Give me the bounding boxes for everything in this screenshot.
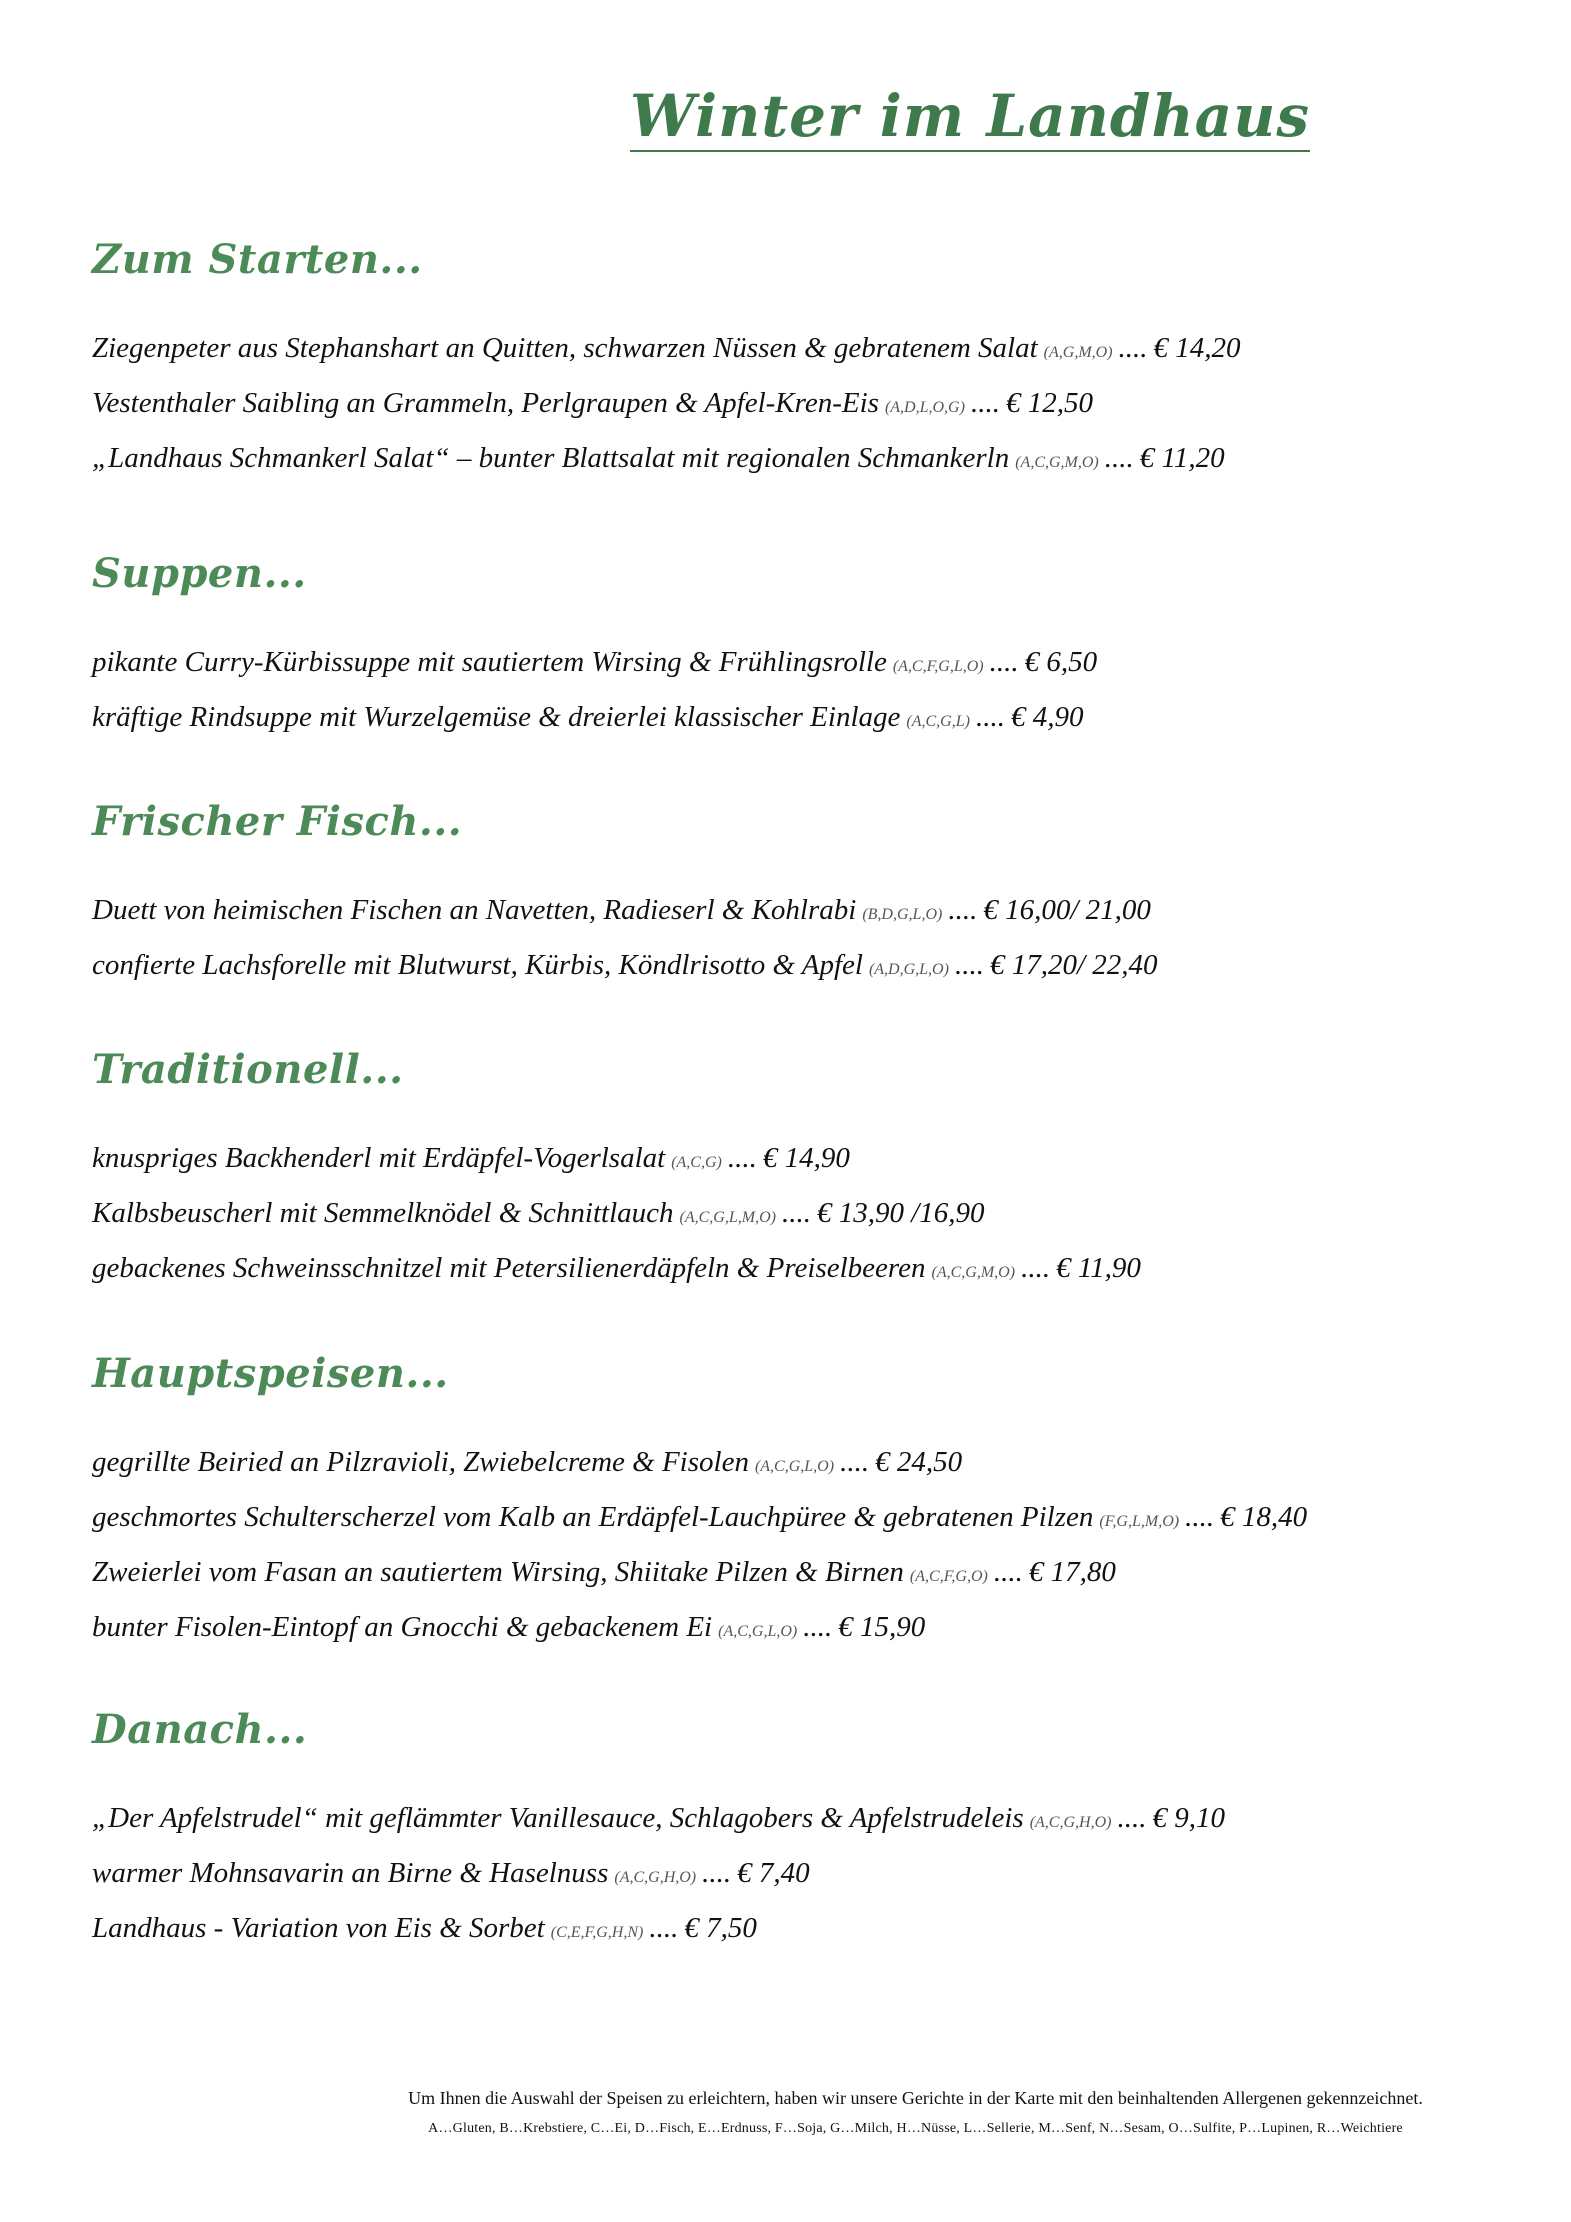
item-dots: .... xyxy=(975,701,1005,733)
item-name: geschmortes Schulterscherzel vom Kalb an Erdäpfel-Lauchpüree & gebratenen Pilzen xyxy=(92,1501,1094,1533)
item-name: Ziegenpeter aus Stephanshart an Quitten, schwarzen Nüssen & gebratenem Salat xyxy=(92,332,1038,364)
item-allergens: (B,D,G,L,O) xyxy=(862,906,943,923)
item-name: knuspriges Backhenderl mit Erdäpfel-Vogerlsalat xyxy=(92,1142,666,1174)
item-allergens: (A,C,F,G,O) xyxy=(909,1568,988,1585)
item-name: „Der Apfelstrudel“ mit geflämmter Vanillesauce, Schlagobers & Apfelstrudeleis xyxy=(92,1802,1024,1834)
item-allergens: (A,C,G) xyxy=(671,1154,722,1171)
menu-item xyxy=(92,1186,1532,1241)
item-price: € 11,90 xyxy=(1056,1252,1141,1284)
item-name: „Landhaus Schmankerl Salat“ – bunter Blattsalat mit regionalen Schmankerln xyxy=(92,442,1010,474)
item-dots: .... xyxy=(1185,1501,1215,1533)
menu-title: Winter im Landhaus xyxy=(630,82,1311,150)
item-price: € 4,90 xyxy=(1010,701,1084,733)
allergen-footer xyxy=(0,2088,1571,2137)
item-allergens: (A,D,G,L,O) xyxy=(868,961,949,978)
item-name: Vestenthaler Saibling an Grammeln, Perlgraupen & Apfel-Kren-Eis xyxy=(92,387,879,419)
menu-item xyxy=(92,1791,1532,1846)
item-dots: .... xyxy=(993,1556,1023,1588)
item-allergens: (A,C,F,G,L,O) xyxy=(892,658,984,675)
item-name: pikante Curry-Kürbissuppe mit sautiertem Wirsing & Frühlingsrolle xyxy=(92,646,887,678)
item-dots: .... xyxy=(948,894,978,926)
item-name: gegrillte Beiried an Pilzravioli, Zwiebelcreme & Fisolen xyxy=(92,1446,749,1478)
menu-item xyxy=(92,1901,1532,1956)
item-price: € 7,40 xyxy=(737,1857,810,1889)
section-heading: Traditionell... xyxy=(92,1046,404,1093)
item-name: Zweierlei vom Fasan an sautiertem Wirsing, Shiitake Pilzen & Birnen xyxy=(92,1556,904,1588)
item-price: € 6,50 xyxy=(1024,646,1098,678)
item-price: € 7,50 xyxy=(684,1912,757,1944)
item-allergens: (A,D,L,O,G) xyxy=(884,399,965,416)
item-dots: .... xyxy=(702,1857,732,1889)
menu-item xyxy=(92,1846,1532,1901)
menu-item xyxy=(92,883,1532,938)
item-price: € 9,10 xyxy=(1152,1802,1225,1834)
item-price: € 12,50 xyxy=(1005,387,1093,419)
section-heading: Danach... xyxy=(92,1706,308,1753)
item-dots: .... xyxy=(803,1611,833,1643)
menu-item xyxy=(92,1490,1532,1545)
item-dots: .... xyxy=(840,1446,870,1478)
section-desserts xyxy=(92,1706,1532,1956)
item-price: € 14,90 xyxy=(762,1142,850,1174)
item-name: Duett von heimischen Fischen an Navetten, Radieserl & Kohlrabi xyxy=(92,894,857,926)
item-dots: .... xyxy=(954,949,984,981)
section-soups xyxy=(92,550,1532,745)
section-traditional xyxy=(92,1046,1532,1296)
item-price: € 17,20/ 22,40 xyxy=(989,949,1158,981)
item-name: Kalbsbeuscherl mit Semmelknödel & Schnittlauch xyxy=(92,1197,674,1229)
item-allergens: (A,C,G,H,O) xyxy=(614,1869,697,1886)
item-allergens: (A,C,G,L,O) xyxy=(754,1458,835,1475)
item-allergens: (C,E,F,G,H,N) xyxy=(550,1924,644,1941)
section-heading: Zum Starten... xyxy=(92,236,423,283)
item-price: € 13,90 /16,90 xyxy=(816,1197,985,1229)
menu-item xyxy=(92,690,1532,745)
item-price: € 16,00/ 21,00 xyxy=(983,894,1151,926)
item-allergens: (A,C,G,M,O) xyxy=(1015,454,1099,471)
section-heading: Frischer Fisch... xyxy=(92,798,463,845)
allergen-legend: A…Gluten, B…Krebstiere, C…Ei, D…Fisch, E…Erdnuss, F…Soja, G…Milch, H…Nüsse, L…Sellerie, M…Senf, N…Sesam, O…Sulfite, P…Lupinen, R…Weichtiere xyxy=(428,2121,1403,2136)
menu-item xyxy=(92,1435,1532,1490)
item-name: kräftige Rindsuppe mit Wurzelgemüse & dreierlei klassischer Einlage xyxy=(92,701,901,733)
allergen-note: Um Ihnen die Auswahl der Speisen zu erleichtern, haben wir unsere Gerichte in der Karte mit den beinhaltenden Allergenen gekennzeichnet. xyxy=(408,2088,1423,2108)
item-allergens: (A,C,G,M,O) xyxy=(931,1264,1016,1281)
item-allergens: (A,C,G,L,M,O) xyxy=(679,1209,776,1226)
item-dots: .... xyxy=(1117,1802,1147,1834)
section-mains xyxy=(92,1350,1532,1655)
item-dots: .... xyxy=(989,646,1019,678)
item-price: € 17,80 xyxy=(1028,1556,1116,1588)
item-name: warmer Mohnsavarin an Birne & Haselnuss xyxy=(92,1857,609,1889)
section-heading: Hauptspeisen... xyxy=(92,1350,449,1397)
item-price: € 15,90 xyxy=(838,1611,926,1643)
menu-item xyxy=(92,376,1532,431)
section-fish xyxy=(92,798,1532,993)
item-name: gebackenes Schweinsschnitzel mit Petersilienerdäpfeln & Preiselbeeren xyxy=(92,1252,926,1284)
menu-item xyxy=(92,1131,1532,1186)
item-name: bunter Fisolen-Eintopf an Gnocchi & gebackenem Ei xyxy=(92,1611,713,1643)
item-dots: .... xyxy=(649,1912,679,1944)
menu-item xyxy=(92,1241,1532,1296)
item-allergens: (A,G,M,O) xyxy=(1043,344,1113,361)
menu-item xyxy=(92,1545,1532,1600)
item-name: Landhaus - Variation von Eis & Sorbet xyxy=(92,1912,545,1944)
item-dots: .... xyxy=(781,1197,811,1229)
item-price: € 14,20 xyxy=(1153,332,1241,364)
item-allergens: (F,G,L,M,O) xyxy=(1099,1513,1180,1530)
item-dots: .... xyxy=(1104,442,1134,474)
menu-item xyxy=(92,1600,1532,1655)
item-allergens: (A,C,G,L) xyxy=(906,713,970,730)
menu-item xyxy=(92,635,1532,690)
section-heading: Suppen... xyxy=(92,550,307,597)
item-allergens: (A,C,G,L,O) xyxy=(718,1623,798,1640)
item-allergens: (A,C,G,H,O) xyxy=(1029,1814,1112,1831)
item-price: € 11,20 xyxy=(1139,442,1225,474)
section-starters xyxy=(92,236,1532,486)
item-price: € 18,40 xyxy=(1220,1501,1308,1533)
menu-item xyxy=(92,938,1532,993)
item-dots: .... xyxy=(1021,1252,1051,1284)
item-dots: .... xyxy=(1118,332,1148,364)
menu-item xyxy=(92,431,1532,486)
item-dots: .... xyxy=(727,1142,757,1174)
item-price: € 24,50 xyxy=(875,1446,963,1478)
menu-item xyxy=(92,321,1532,376)
item-name: confierte Lachsforelle mit Blutwurst, Kürbis, Köndlrisotto & Apfel xyxy=(92,949,863,981)
item-dots: .... xyxy=(970,387,1000,419)
